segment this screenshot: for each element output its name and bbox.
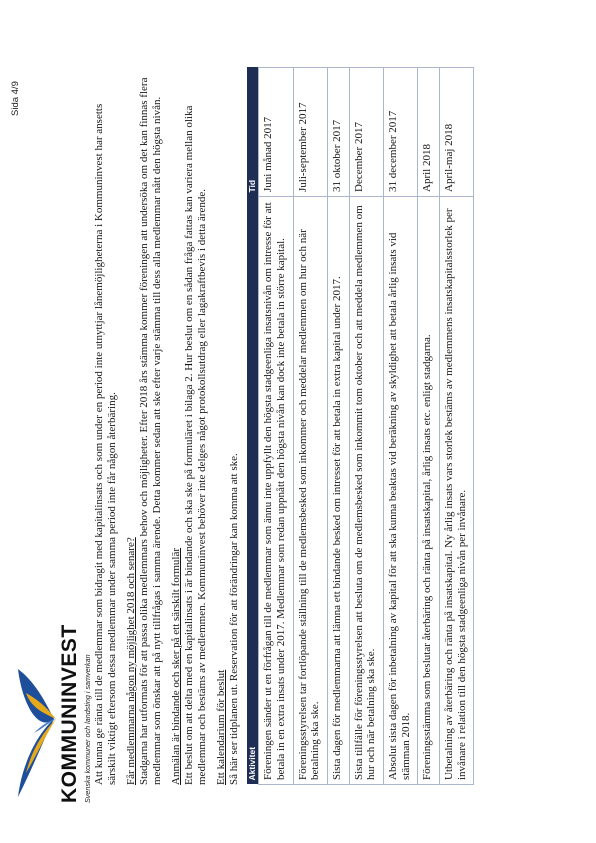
table-row xyxy=(259,68,293,785)
table-row xyxy=(439,68,473,785)
page-number: Sida 4/9 xyxy=(10,81,21,116)
activity-cell: Föreningen sänder ut en förfrågan till de medlemmar som ännu inte uppfyllt den högsta stadgeenliga insatsnivån om intresse för att betala in en extra insats under 2017. Medlemmar som redan uppnått den högsta nivån kan dock inte betala in större kapital. xyxy=(259,197,293,785)
table-row xyxy=(293,68,327,785)
kommuninvest-emblem-icon xyxy=(14,663,58,803)
section-heading: Ett kalendarium för beslut xyxy=(214,669,227,785)
logo-tagline: Svenska kommuner och landsting i samverkan xyxy=(83,654,92,803)
section-text: Ett beslut om att delta med en kapitalinsats i är bindande och ska ske på formuläret i bilaga 2. Hur beslut om en sådan fråga fattas kan variera mellan olika medlemmar och bestäms av medlemmen. Kommuninvest behöver inte delges något protokollsutdrag eller lagakraftbevis i detta ärende. xyxy=(182,105,208,785)
intro-paragraph: Att kunna ge ränta till de medlemmar som bidragit med kapitalinsats och som under en period inte utnyttjar lånemöjligheterna i Kommuninvest har ansetts särskilt viktigt eftersom dessa medlemmar under samma period inte får någon återbäring. xyxy=(93,103,118,785)
logo-name: KOMMUNINVEST xyxy=(58,624,81,803)
section-text: Så här ser tidplanen ut. Reservation för att förändringar kan komma att ske. xyxy=(227,453,240,785)
table-row xyxy=(418,68,440,785)
activity-cell: Absolut sista dagen för inbetalning av kapital för att ska kunna beaktas vid beräkning av skyldighet att betala årlig insats vid stämman 2018. xyxy=(383,197,417,785)
section-new-opportunity xyxy=(125,75,164,785)
section-heading: Anmälan är bindande och sker på ett särskilt formulär xyxy=(169,547,182,785)
section-text: Stadgarna har utformats för att passa olika medlemmars behov och möjligheter. Efter 2018 års stämma kommer föreningen att undersöka om det kan finnas flera medlemmar som önskar att på nytt tillfrågas i samma ärende. Detta kommer sedan att ske efter varje stämma till dess alla medlemmar nått den högsta nivån. xyxy=(137,77,163,785)
activity-cell: Sista tillfälle för föreningsstyrelsen att besluta om de medlemsbesked som inkommit tom oktober och att meddela medlemmen om hur och när betalning ska ske. xyxy=(349,197,383,785)
time-cell: December 2017 xyxy=(349,68,383,197)
table-row xyxy=(383,68,417,785)
activity-cell: Föreningsstyrelsen tar fortlöpande ställning till de medlemsbesked som inkommer och meddelar medlemmen om hur och när betalning ska ske. xyxy=(293,197,327,785)
time-cell: April 2018 xyxy=(418,68,440,197)
time-cell: Juni månad 2017 xyxy=(259,68,293,197)
table-header-row xyxy=(247,68,259,785)
logo xyxy=(14,624,92,803)
section-calendar xyxy=(215,75,241,785)
schedule-table xyxy=(247,67,474,785)
activity-cell: Föreningsstämma som beslutar återbäring och ränta på insatskapital, årlig insats etc. enligt stadgarna. xyxy=(418,197,440,785)
table-row xyxy=(328,68,350,785)
section-heading: Får medlemmarna någon ny möjlighet 2018 och senare? xyxy=(124,537,137,785)
time-cell: 31 oktober 2017 xyxy=(328,68,350,197)
time-cell: 31 december 2017 xyxy=(383,68,417,197)
table-row xyxy=(349,68,383,785)
header-activity: Aktivitet xyxy=(247,197,259,785)
section-binding-form xyxy=(170,75,209,785)
time-cell: April-maj 2018 xyxy=(439,68,473,197)
activity-cell: Utbetalning av återbäring och ränta på insatskapital. Ny årlig insats vars storlek bestäms av medlemmens insatskapitalsstorlek per invånare i relation till den högsta stadgeenliga nivån per invånare. xyxy=(439,197,473,785)
document-body xyxy=(93,75,474,785)
header-time: Tid xyxy=(247,68,259,197)
activity-cell: Sista dagen för medlemmarna att lämna ett bindande besked om intresset för att betala in extra kapital under 2017. xyxy=(328,197,350,785)
time-cell: Juli-september 2017 xyxy=(293,68,327,197)
